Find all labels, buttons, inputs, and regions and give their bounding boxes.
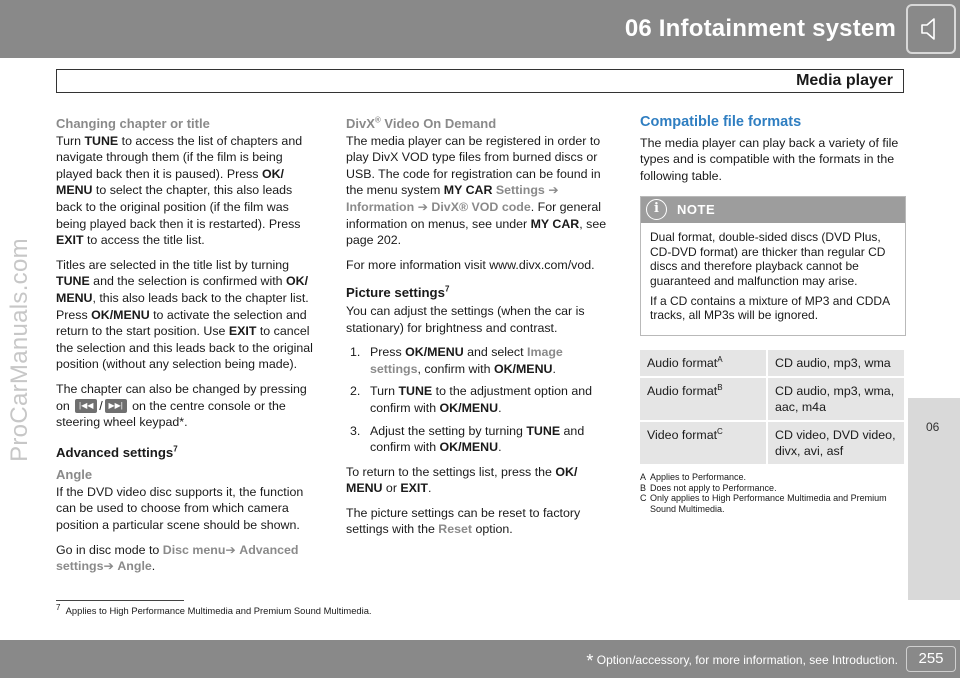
table-cell-value: CD audio, mp3, wma, aac, m4a	[768, 378, 904, 420]
list-item: 3. Adjust the setting by turning TUNE and confirm with OK/MENU.	[350, 423, 585, 455]
bold-term: EXIT	[228, 324, 257, 339]
bold-term: OK/MENU	[493, 361, 553, 376]
text-run: . For general information on menus, see under	[346, 199, 601, 231]
formats-table	[640, 348, 904, 467]
text-run: The media player can be registered in order to play DivX VOD type files from burned discs or USB. The code for registration can be found in the menu system	[346, 133, 601, 198]
heading-divx: DivX® Video On Demand	[346, 115, 497, 131]
text-run: , see page 202.	[346, 216, 607, 248]
bold-term: OK/ MENU	[346, 464, 578, 496]
text-run: and select	[463, 345, 528, 360]
table-cell-format: Video format$^C$	[640, 422, 768, 464]
side-tab-label: 06	[926, 420, 940, 434]
heading-compatible-formats: Compatible file formats	[640, 114, 802, 130]
heading-advanced-settings: Advanced settings$^7$	[56, 444, 178, 460]
header-bar	[0, 0, 960, 58]
bold-term: EXIT	[56, 233, 84, 248]
watermark-text: ProCarManuals.com	[6, 238, 33, 462]
bold-term: TUNE	[398, 384, 433, 399]
heading-picture-settings: Picture settings$^7$	[346, 284, 450, 301]
table-row	[640, 422, 904, 464]
note-label: NOTE	[677, 202, 716, 218]
info-icon: i	[646, 199, 667, 220]
note-box	[640, 196, 906, 335]
text-run: Turn	[370, 384, 399, 399]
paragraph-angle-path: Go in disc mode to Disc menu➔ Advanced settings➔ Angle.	[56, 542, 299, 574]
bold-term: OK/ MENU	[56, 274, 309, 305]
chapter-side-tab	[908, 398, 960, 600]
table-footnote: B Does not apply to Performance.	[640, 482, 777, 493]
paragraph: You can adjust the settings (when the car is stationary) for brightness and contrast.	[346, 303, 585, 335]
bold-term: EXIT	[400, 481, 428, 496]
note-body	[641, 223, 905, 334]
column-1	[56, 114, 320, 583]
paragraph	[56, 257, 320, 373]
column-3	[640, 114, 906, 514]
table-row	[640, 378, 904, 420]
paragraph: The media player can play back a variety of file types and is compatible with the formats in the following table.	[640, 135, 899, 183]
text-run: to access the list of chapters and navigate through them (if the film is being played back then it is paused). Press	[56, 133, 303, 181]
table-cell-value: CD video, DVD video, divx, avi, asf	[768, 422, 904, 464]
footer-text: * Option/accessory, for more information, see Introduction.	[586, 651, 898, 671]
text-run: to access the title list.	[83, 233, 205, 248]
menu-path-text: Image settings	[370, 345, 563, 376]
text-run: The picture settings can be reset to factory settings with the	[346, 505, 581, 537]
text-run: To return to the settings list, press the	[346, 464, 556, 479]
table-cell-value: CD audio, mp3, wma	[768, 350, 904, 377]
text-run: to select the chapter, this also leads back to the original position (if the film was being played back then it is restarted). Press	[56, 183, 301, 231]
bold-term: OK/MENU	[439, 400, 499, 415]
text-run: , confirm with	[417, 361, 494, 376]
menu-path-text: Settings ➔ Information ➔	[346, 183, 559, 214]
menu-path-text: DivX® VOD code	[427, 199, 531, 214]
bold-term: OK/MENU	[439, 440, 499, 455]
next-track-icon: ▶▶|	[105, 399, 127, 413]
table-cell-format: Audio format$^B$	[640, 378, 768, 420]
text-run: .	[498, 400, 502, 415]
bold-term: MY CAR	[443, 183, 493, 198]
note-paragraph: If a CD contains a mixture of MP3 and CDDA tracks, all MP3s will be ignored.	[650, 294, 890, 323]
text-run: Press	[370, 345, 406, 360]
list-item: 2. Turn TUNE to the adjustment option and confirm with OK/MENU.	[350, 384, 593, 415]
note-paragraph: Dual format, double-sided discs (DVD Plus, CD-DVD format) are thicker than regular CD discs and therefore playback cannot be guaranteed and malfunction may arise.	[650, 230, 886, 288]
paragraph	[56, 133, 320, 249]
text-run: and the selection is confirmed with	[89, 274, 287, 289]
list-item: 1. Press OK/MENU and select Image settings, confirm with OK/MENU.	[350, 345, 563, 376]
table-cell-format: Audio format$^A$	[640, 350, 768, 377]
bold-term: TUNE	[526, 423, 561, 438]
note-header	[641, 197, 905, 223]
footer-bar	[0, 640, 960, 678]
section-title: Media player	[796, 72, 893, 89]
watermark	[2, 120, 38, 580]
text-run: to the adjustment option and confirm with	[370, 384, 593, 415]
page-number: 255	[906, 646, 956, 672]
paragraph	[346, 505, 616, 538]
page-footnote: $^7$ Applies to High Performance Multimedia and Premium Sound Multimedia.	[56, 602, 372, 616]
paragraph: If the DVD video disc supports it, the function can be used to choose from which camera position a particular scene should be shown.	[56, 484, 304, 533]
text-run: .	[427, 481, 432, 496]
text-run: .	[552, 361, 556, 376]
table-footnotes	[640, 472, 906, 514]
bold-term: OK/ MENU	[56, 166, 284, 198]
table-row	[640, 350, 904, 377]
speaker-icon	[906, 4, 956, 54]
bold-term: TUNE	[84, 133, 119, 148]
bold-term: MY CAR	[530, 216, 580, 231]
heading-angle: Angle	[56, 467, 93, 483]
footnote-divider	[56, 600, 184, 601]
column-2	[346, 114, 616, 546]
text-run: Titles are selected in the title list by turning	[56, 257, 290, 272]
menu-path-text: Reset	[438, 522, 473, 537]
text-run: option.	[472, 522, 513, 537]
paragraph-chapter-buttons: The chapter can also be changed by pressing on |◀◀ / ▶▶| on the centre console or the steering wheel keypad*.	[56, 381, 307, 430]
text-run: to cancel the selection and this leads back to the original position (without any selection being made).	[56, 324, 313, 372]
text-run: , this also leads back to the chapter list. Press	[56, 290, 309, 322]
text-run: to activate the selection and return to the start position. Use	[56, 307, 307, 339]
text-run: .	[498, 440, 502, 455]
table-footnote: A Applies to Performance.	[640, 472, 747, 483]
text-run: and confirm with	[370, 423, 585, 455]
chapter-title: 06 Infotainment system	[624, 15, 896, 42]
section-bar	[56, 69, 904, 93]
table-footnote: C Only applies to High Performance Multimedia and Premium Sound Multimedia.	[640, 493, 887, 514]
text-run: Turn	[56, 133, 85, 148]
heading-changing-chapter: Changing chapter or title	[56, 116, 210, 131]
bold-term: OK/MENU	[91, 307, 150, 322]
bold-term: TUNE	[56, 274, 90, 289]
text-run: or	[382, 481, 401, 496]
paragraph	[346, 133, 616, 249]
paragraph: For more information visit www.divx.com/vod.	[346, 257, 595, 272]
previous-track-icon: |◀◀	[75, 399, 97, 413]
text-run: Adjust the setting by turning	[370, 423, 527, 438]
bold-term: OK/MENU	[405, 345, 464, 360]
steps-list	[346, 344, 616, 456]
paragraph	[346, 464, 616, 497]
